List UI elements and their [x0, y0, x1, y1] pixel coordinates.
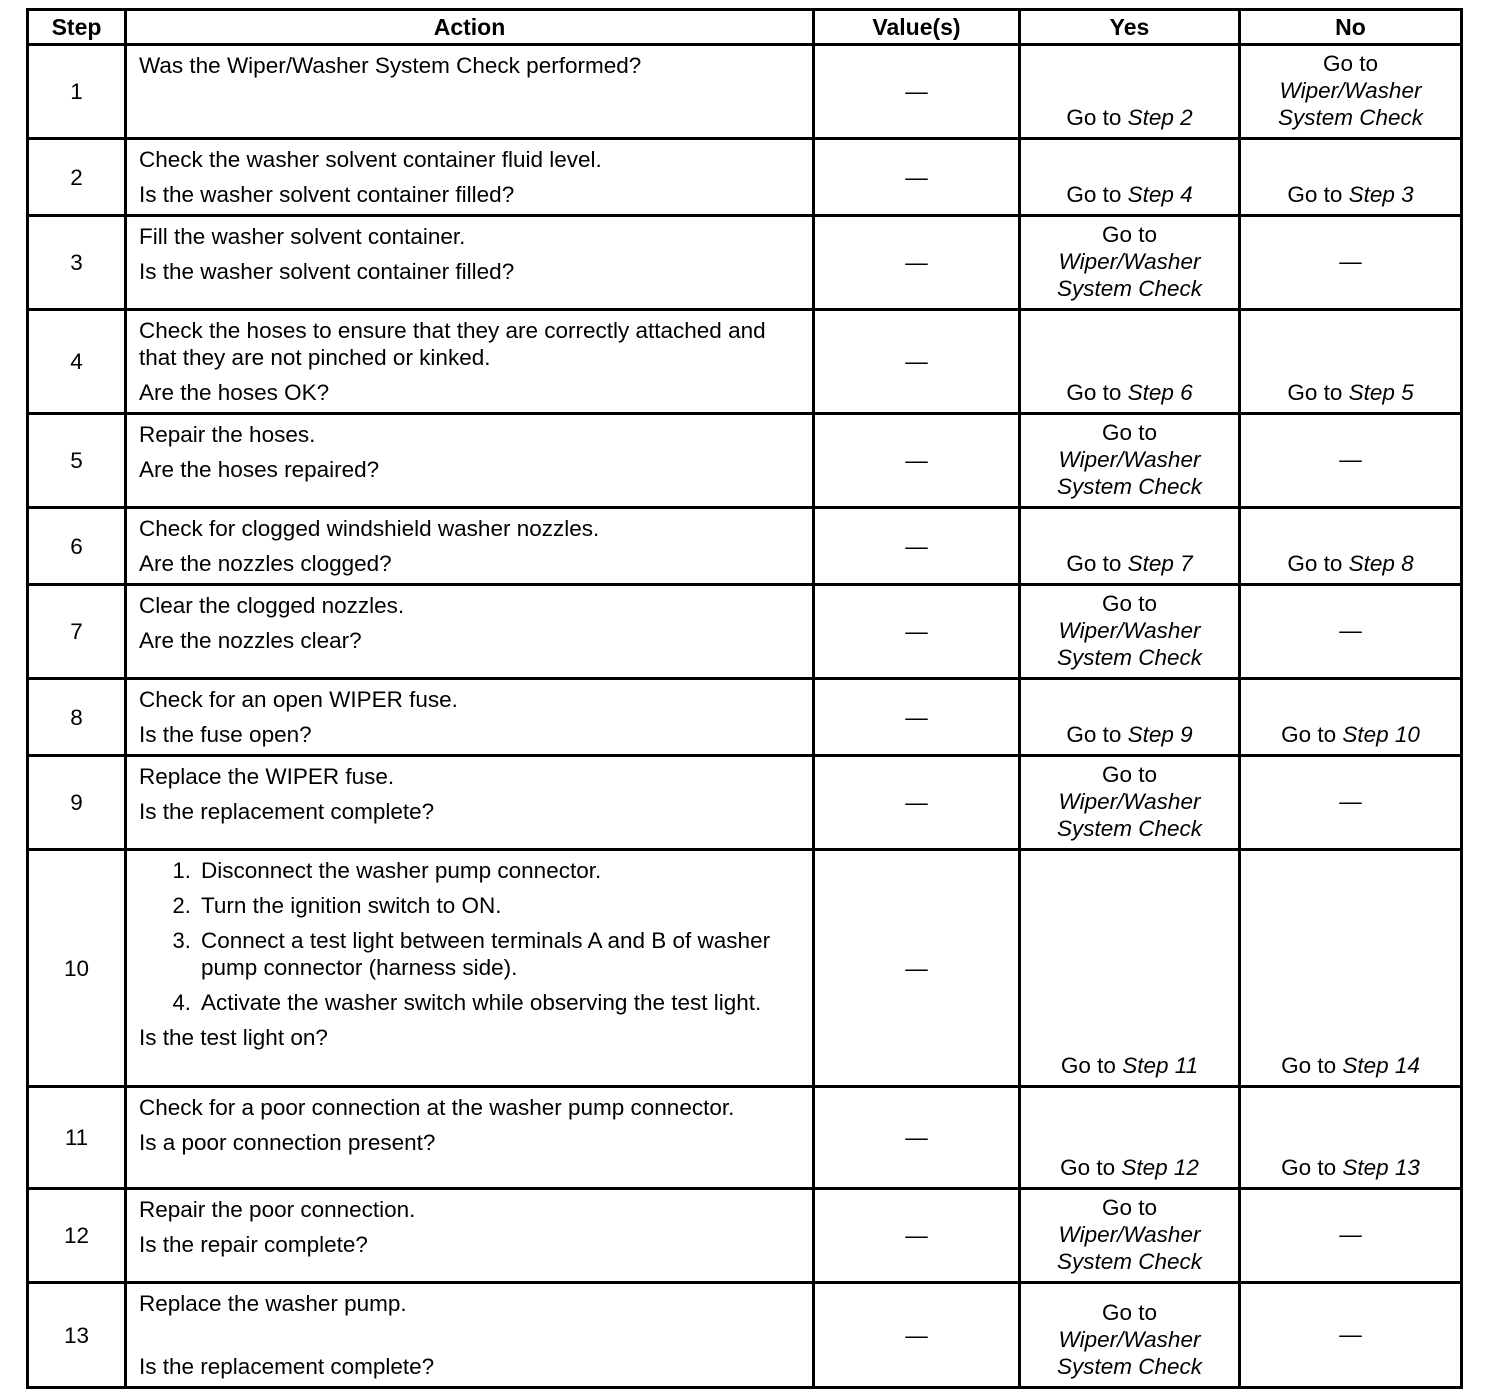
step-number: 5 — [28, 414, 126, 508]
go-to-label: Go to — [1101, 591, 1158, 616]
action-text: Check for a poor connection at the washer pump connector. — [139, 1095, 735, 1120]
action-step-item: 3. Connect a test light between terminals A and B of washer pump connector (harness side). — [197, 927, 802, 981]
go-to-label: Go to — [1322, 51, 1379, 76]
action-cell — [126, 1087, 814, 1189]
go-to-label: Go to — [1287, 182, 1343, 207]
table-body — [28, 45, 1462, 1388]
value-cell: — — [814, 508, 1020, 585]
table-row — [28, 216, 1462, 310]
step-number: 12 — [28, 1189, 126, 1283]
go-to-label: Go to — [1101, 1300, 1158, 1325]
dash-mark: — — [1339, 1222, 1362, 1247]
step-number: 2 — [28, 139, 126, 216]
no-outcome — [1240, 1087, 1462, 1189]
action-text: Replace the WIPER fuse. — [139, 764, 395, 789]
step-reference: Step 2 — [1127, 105, 1193, 130]
dash-mark: — — [1339, 618, 1362, 643]
step-reference: Step 7 — [1127, 551, 1193, 576]
go-to-label: Go to — [1287, 380, 1343, 405]
dash-mark: — — [1339, 1321, 1362, 1347]
action-question: Is the test light on? — [139, 1025, 328, 1050]
no-outcome — [1240, 1189, 1462, 1283]
system-check-reference: Wiper/Washer — [1058, 249, 1201, 274]
system-check-reference: Wiper/Washer — [1058, 1327, 1201, 1352]
value-cell: — — [814, 45, 1020, 139]
go-to-label: Go to — [1066, 551, 1122, 576]
action-steps-list — [139, 857, 802, 1016]
table-row — [28, 679, 1462, 756]
system-check-reference: Wiper/Washer — [1058, 447, 1201, 472]
action-question: Are the nozzles clogged? — [139, 551, 392, 576]
action-cell — [126, 139, 814, 216]
go-to-label: Go to — [1066, 380, 1122, 405]
step-reference: Step 5 — [1348, 380, 1414, 405]
table-row — [28, 1087, 1462, 1189]
no-outcome — [1240, 216, 1462, 310]
step-reference: Step 4 — [1127, 182, 1193, 207]
system-check-reference: System Check — [1056, 474, 1203, 499]
header-step: Step — [28, 10, 126, 45]
step-number: 9 — [28, 756, 126, 850]
go-to-label: Go to — [1060, 1155, 1116, 1180]
go-to-label: Go to — [1066, 105, 1122, 130]
table-row — [28, 756, 1462, 850]
no-outcome — [1240, 850, 1462, 1087]
go-to-label: Go to — [1101, 1195, 1158, 1220]
step-reference: Step 12 — [1121, 1155, 1199, 1180]
yes-outcome — [1020, 1283, 1240, 1388]
step-reference: Step 14 — [1342, 1053, 1420, 1078]
action-step-item: 2. Turn the ignition switch to ON. — [197, 892, 802, 919]
step-number: 3 — [28, 216, 126, 310]
value-cell: — — [814, 1189, 1020, 1283]
value-cell: — — [814, 216, 1020, 310]
system-check-reference: Wiper/Washer — [1058, 789, 1201, 814]
action-question: Is the fuse open? — [139, 722, 312, 747]
action-cell — [126, 1283, 814, 1388]
diagnostic-table — [26, 8, 1463, 1389]
action-text: Clear the clogged nozzles. — [139, 593, 405, 618]
go-to-label: Go to — [1066, 182, 1122, 207]
no-outcome — [1240, 679, 1462, 756]
system-check-reference: Wiper/Washer — [1279, 78, 1422, 103]
dash-mark: — — [1339, 447, 1362, 472]
value-cell: — — [814, 756, 1020, 850]
dash-mark: — — [1339, 789, 1362, 814]
action-cell — [126, 216, 814, 310]
value-cell: — — [814, 310, 1020, 414]
action-question: Are the nozzles clear? — [139, 628, 362, 653]
action-text: Repair the hoses. — [139, 422, 316, 447]
yes-outcome — [1020, 216, 1240, 310]
value-cell: — — [814, 679, 1020, 756]
action-question: Is the washer solvent container filled? — [139, 182, 515, 207]
no-outcome — [1240, 139, 1462, 216]
table-row — [28, 45, 1462, 139]
action-text: Was the Wiper/Washer System Check performed? — [139, 53, 642, 78]
step-number: 8 — [28, 679, 126, 756]
go-to-label: Go to — [1281, 722, 1337, 747]
step-number: 7 — [28, 585, 126, 679]
step-reference: Step 13 — [1342, 1155, 1420, 1180]
no-outcome — [1240, 508, 1462, 585]
value-cell: — — [814, 139, 1020, 216]
step-number: 11 — [28, 1087, 126, 1189]
value-cell: — — [814, 1283, 1020, 1388]
step-reference: Step 11 — [1122, 1053, 1199, 1078]
table-row — [28, 1283, 1462, 1388]
table-row — [28, 1189, 1462, 1283]
action-text: Fill the washer solvent container. — [139, 224, 466, 249]
go-to-label: Go to — [1101, 420, 1158, 445]
table-row — [28, 310, 1462, 414]
system-check-reference: System Check — [1056, 1249, 1203, 1274]
action-cell — [126, 850, 814, 1087]
no-outcome — [1240, 310, 1462, 414]
action-text: Check the washer solvent container fluid level. — [139, 147, 602, 172]
yes-outcome — [1020, 508, 1240, 585]
yes-outcome — [1020, 45, 1240, 139]
go-to-label: Go to — [1066, 722, 1122, 747]
yes-outcome — [1020, 310, 1240, 414]
go-to-label: Go to — [1281, 1053, 1337, 1078]
yes-outcome — [1020, 139, 1240, 216]
step-number: 10 — [28, 850, 126, 1087]
action-cell — [126, 756, 814, 850]
table-row — [28, 850, 1462, 1087]
value-cell: — — [814, 1087, 1020, 1189]
yes-outcome — [1020, 1189, 1240, 1283]
table-row — [28, 585, 1462, 679]
go-to-label: Go to — [1287, 551, 1343, 576]
value-cell: — — [814, 850, 1020, 1087]
action-question: Is the replacement complete? — [139, 799, 435, 824]
value-cell: — — [814, 414, 1020, 508]
yes-outcome — [1020, 850, 1240, 1087]
action-cell — [126, 1189, 814, 1283]
yes-outcome — [1020, 679, 1240, 756]
step-reference: Step 8 — [1348, 551, 1414, 576]
no-outcome — [1240, 1283, 1462, 1388]
go-to-label: Go to — [1281, 1155, 1337, 1180]
yes-outcome — [1020, 1087, 1240, 1189]
action-question: Is the replacement complete? — [139, 1354, 435, 1379]
go-to-label: Go to — [1101, 762, 1158, 787]
yes-outcome — [1020, 414, 1240, 508]
system-check-reference: Wiper/Washer — [1058, 618, 1201, 643]
action-cell — [126, 414, 814, 508]
action-question: Are the hoses OK? — [139, 380, 330, 405]
header-values: Value(s) — [814, 10, 1020, 45]
header-action: Action — [126, 10, 814, 45]
header-row — [28, 10, 1462, 45]
system-check-reference: System Check — [1056, 816, 1203, 841]
system-check-reference: System Check — [1056, 1354, 1203, 1379]
header-yes: Yes — [1020, 10, 1240, 45]
system-check-reference: System Check — [1056, 645, 1203, 670]
system-check-reference: System Check — [1056, 276, 1203, 301]
step-number: 4 — [28, 310, 126, 414]
action-cell — [126, 45, 814, 139]
step-number: 13 — [28, 1283, 126, 1388]
step-number: 1 — [28, 45, 126, 139]
action-question: Are the hoses repaired? — [139, 457, 380, 482]
dash-mark: — — [1339, 249, 1362, 274]
step-reference: Step 9 — [1127, 722, 1193, 747]
no-outcome — [1240, 45, 1462, 139]
action-text: Repair the poor connection. — [139, 1197, 416, 1222]
table-row — [28, 414, 1462, 508]
action-text: Check for an open WIPER fuse. — [139, 687, 458, 712]
go-to-label: Go to — [1101, 222, 1158, 247]
yes-outcome — [1020, 585, 1240, 679]
step-reference: Step 3 — [1348, 182, 1414, 207]
step-number: 6 — [28, 508, 126, 585]
no-outcome — [1240, 756, 1462, 850]
table-row — [28, 508, 1462, 585]
table-row — [28, 139, 1462, 216]
header-no: No — [1240, 10, 1462, 45]
system-check-reference: System Check — [1277, 105, 1424, 130]
system-check-reference: Wiper/Washer — [1058, 1222, 1201, 1247]
action-step-item: 1. Disconnect the washer pump connector. — [197, 857, 802, 884]
no-outcome — [1240, 414, 1462, 508]
no-outcome — [1240, 585, 1462, 679]
go-to-label: Go to — [1060, 1053, 1116, 1078]
action-cell — [126, 508, 814, 585]
action-cell — [126, 585, 814, 679]
action-text: Check the hoses to ensure that they are correctly attached and that they are not pinched or kinked. — [139, 318, 766, 370]
yes-outcome — [1020, 756, 1240, 850]
action-text: Check for clogged windshield washer nozzles. — [139, 516, 600, 541]
action-cell — [126, 310, 814, 414]
action-question: Is the washer solvent container filled? — [139, 259, 515, 284]
action-question: Is the repair complete? — [139, 1232, 368, 1257]
step-reference: Step 6 — [1127, 380, 1193, 405]
step-reference: Step 10 — [1342, 722, 1420, 747]
value-cell: — — [814, 585, 1020, 679]
action-cell — [126, 679, 814, 756]
action-text: Replace the washer pump. — [139, 1291, 407, 1316]
action-step-item: 4. Activate the washer switch while observing the test light. — [197, 989, 802, 1016]
action-question: Is a poor connection present? — [139, 1130, 436, 1155]
